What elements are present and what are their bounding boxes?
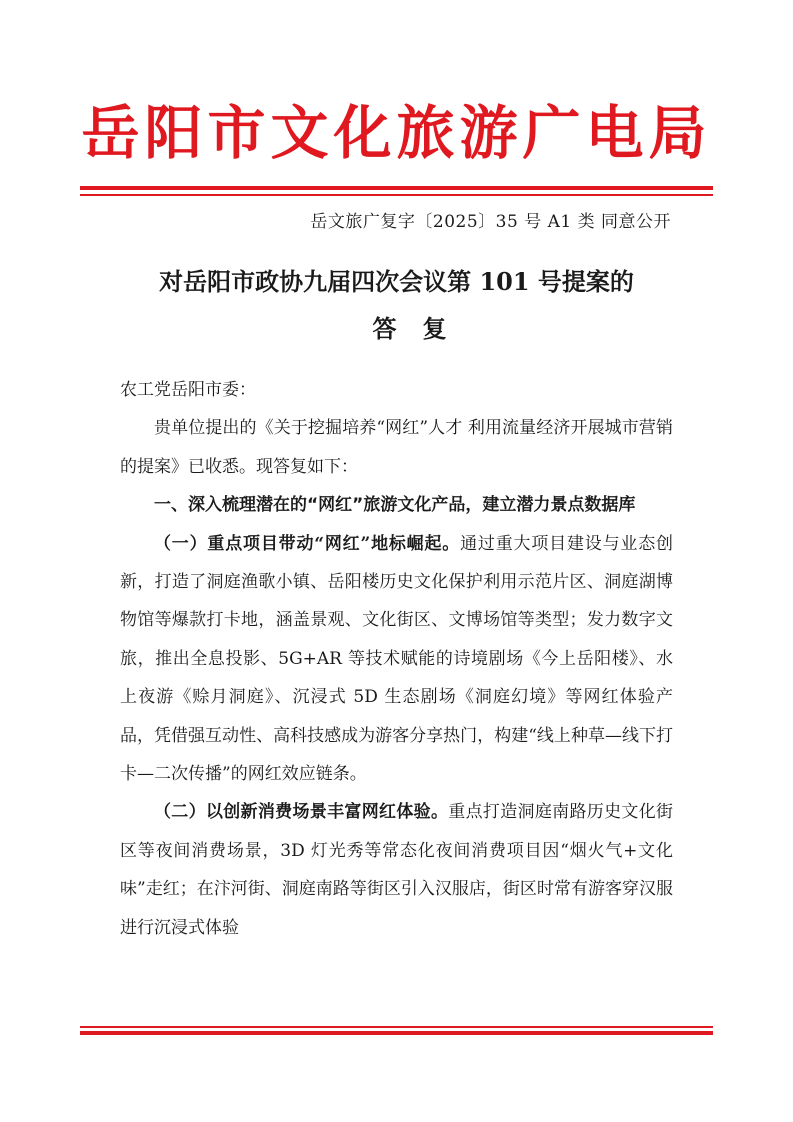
subsection-1-heading: （一）重点项目带动“网红”地标崛起。 (154, 533, 461, 554)
document-body (120, 371, 673, 947)
footer-rule-thick (80, 1031, 713, 1035)
section-heading: 一、深入梳理潜在的“网红”旅游文化产品，建立潜力景点数据库 (154, 495, 636, 516)
document-title-line2: 答复 (372, 314, 473, 343)
header-rule-thin (80, 194, 713, 196)
subsection-1-text: 通过重大项目建设与业态创新，打造了洞庭渔歌小镇、岳阳楼历史文化保护利用示范片区、洞庭湖博物馆等爆款打卡地，涵盖景观、文化街区、文博场馆等类型；发力数字文旅，推出全息投影、5G+AR 等技术赋能的诗境剧场《今上岳阳楼》、水上夜游《赊月洞庭》、沉浸式 5D 生态剧场《洞庭幻境》等网红体验产品，凭借强互动性、高科技感成为游客分享热门，构建“线上种草—线下打卡—二次传播”的网红效应链条。 (120, 533, 673, 785)
subsection-2-paragraph (120, 793, 673, 947)
salutation: 农工党岳阳市委： (120, 380, 256, 400)
footer-rule-thin (80, 1026, 713, 1028)
intro-paragraph: 贵单位提出的《关于挖掘培养“网红”人才 利用流量经济开展城市营销的提案》已收悉。现答复如下： (120, 418, 673, 477)
header-rule-thick (80, 186, 713, 190)
document-number: 岳文旅广复字〔2025〕35 号 A1 类 同意公开 (310, 212, 671, 232)
subsection-1-paragraph (120, 525, 673, 794)
document-title-line1: 对岳阳市政协九届四次会议第 101 号提案的 (159, 267, 634, 296)
subsection-2-text: 重点打造洞庭南路历史文化街区等夜间消费场景，3D 灯光秀等常态化夜间消费项目因“烟火气+文化味”走红；在汴河街、洞庭南路等街区引入汉服店，街区时常有游客穿汉服进行沉浸式体验 (120, 802, 674, 938)
subsection-2-heading: （二）以创新消费场景丰富网红体验。 (154, 802, 449, 823)
organization-header: 岳阳市文化旅游广电局 (81, 99, 712, 167)
